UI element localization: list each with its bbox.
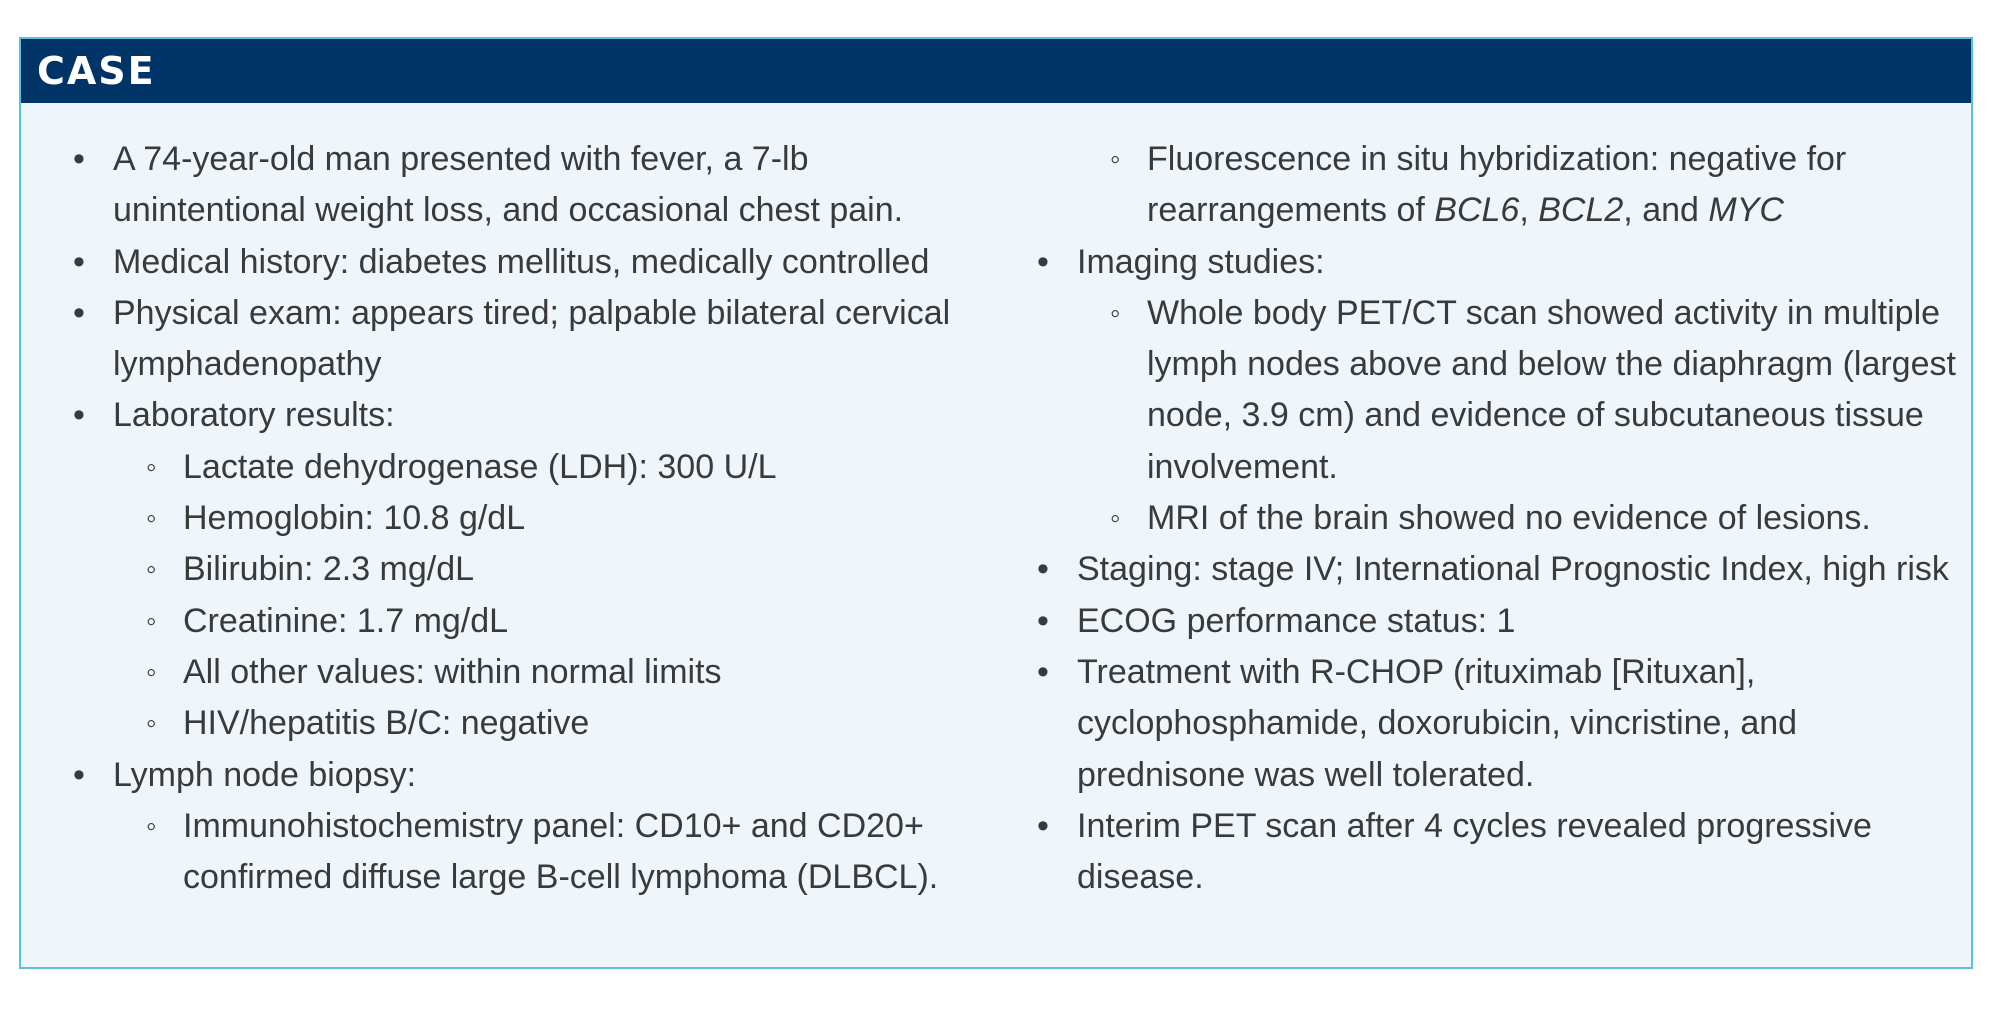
left-list — [43, 134, 1003, 903]
case-title: CASE — [37, 49, 156, 93]
right-column — [1007, 134, 1957, 903]
sub-list-item-fish — [1007, 134, 1957, 237]
list-item: • Interim PET scan after 4 cycles revealed progressive disease. — [1007, 801, 1957, 904]
left-column — [43, 134, 1003, 903]
list-item: • Laboratory results: — [43, 390, 1003, 441]
list-item: • Treatment with R-CHOP (rituximab [Rituxan], cyclophosphamide, doxorubicin, vincristine, and prednisone was well tolerated. — [1007, 647, 1957, 801]
sub-list-item: ◦ Creatinine: 1.7 mg/dL — [43, 596, 1003, 647]
gene-bcl6: BCL6 — [1434, 191, 1520, 230]
sub-list-item: ◦ MRI of the brain showed no evidence of lesions. — [1007, 493, 1957, 544]
fish-sep-1: , — [1519, 191, 1539, 230]
sub-list-item: ◦ Immunohistochemistry panel: CD10+ and CD20+ confirmed diffuse large B-cell lymphoma (DLBCL). — [43, 801, 1003, 904]
list-item: • A 74-year-old man presented with fever, a 7-lb unintentional weight loss, and occasional chest pain. — [43, 134, 1003, 237]
sub-list-item: ◦ All other values: within normal limits — [43, 647, 1003, 698]
list-item: • Staging: stage IV; International Prognostic Index, high risk — [1007, 544, 1957, 595]
fish-sep-2: , and — [1623, 191, 1709, 230]
list-item: • Physical exam: appears tired; palpable bilateral cervical lymphadenopathy — [43, 288, 1003, 391]
gene-myc: MYC — [1708, 191, 1784, 230]
list-item: • Lymph node biopsy: — [43, 750, 1003, 801]
sub-list-item: ◦ Hemoglobin: 10.8 g/dL — [43, 493, 1003, 544]
fish-text: Fluorescence in situ hybridization: negative for rearrangements of — [1147, 140, 1847, 230]
sub-list-item: ◦ Bilirubin: 2.3 mg/dL — [43, 544, 1003, 595]
list-item: • Medical history: diabetes mellitus, medically controlled — [43, 237, 1003, 288]
list-item: • Imaging studies: — [1007, 237, 1957, 288]
list-item: • ECOG performance status: 1 — [1007, 596, 1957, 647]
case-box — [19, 37, 1973, 969]
sub-list-item: ◦ Whole body PET/CT scan showed activity in multiple lymph nodes above and below the diaphragm (largest node, 3.9 cm) and evidence of subcutaneous tissue involvement. — [1007, 288, 1957, 493]
right-list — [1007, 134, 1957, 903]
case-header — [21, 39, 1971, 103]
sub-list-item: ◦ HIV/hepatitis B/C: negative — [43, 698, 1003, 749]
gene-bcl2: BCL2 — [1538, 191, 1624, 230]
sub-list-item: ◦ Lactate dehydrogenase (LDH): 300 U/L — [43, 442, 1003, 493]
